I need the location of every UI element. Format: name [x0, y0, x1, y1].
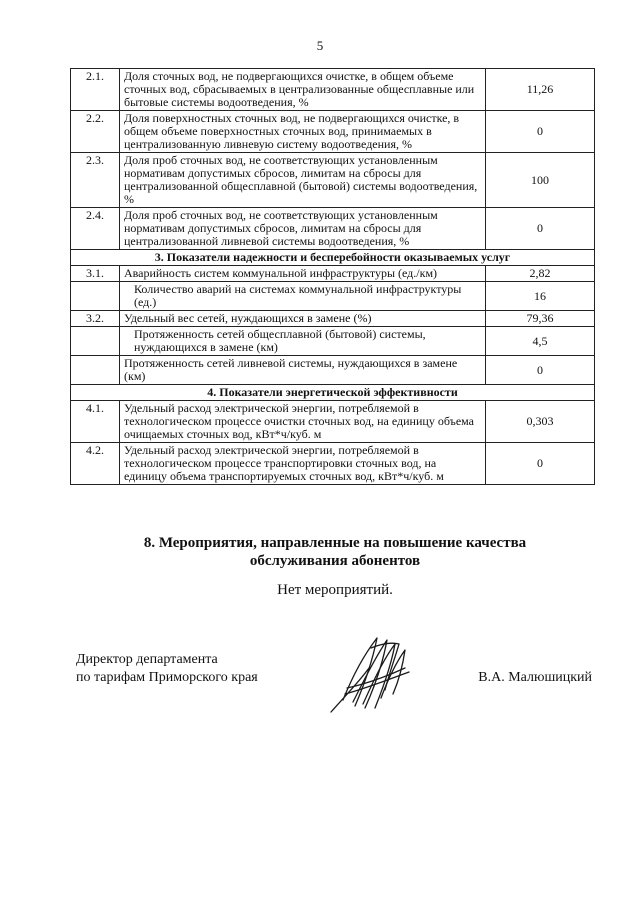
indicator-value: 4,5 — [486, 327, 595, 356]
table-row — [71, 356, 595, 385]
indicator-number: 4.2. — [71, 443, 120, 485]
indicator-description: Удельный расход электрической энергии, потребляемой в технологическом процессе очистки сточных вод, на единицу объема очищаемых сточных вод, кВт*ч/куб. м — [120, 401, 486, 443]
signer-name: В.А. Малюшицкий — [478, 670, 592, 685]
indicator-number: 2.4. — [71, 208, 120, 250]
indicator-number: 2.3. — [71, 153, 120, 208]
indicator-value: 0 — [486, 443, 595, 485]
table-row — [71, 401, 595, 443]
indicator-description: Протяженность сетей ливневой системы, нуждающихся в замене (км) — [120, 356, 486, 385]
signer-position-line-2: по тарифам Приморского края — [76, 670, 258, 685]
signer-position-line-1: Директор департамента — [76, 652, 218, 667]
measures-text: Нет мероприятий. — [277, 582, 393, 598]
indicator-value: 16 — [486, 282, 595, 311]
table-row — [71, 208, 595, 250]
indicator-value: 79,36 — [486, 311, 595, 327]
indicator-description: Аварийность систем коммунальной инфраструктуры (ед./км) — [120, 266, 486, 282]
indicator-description: Доля сточных вод, не подвергающихся очистке, в общем объеме сточных вод, сбрасываемых в централизованные общесплавные или бытовые системы водоотведения, % — [120, 69, 486, 111]
indicator-value: 0,303 — [486, 401, 595, 443]
table-row — [71, 111, 595, 153]
indicator-number: 4.1. — [71, 401, 120, 443]
table-row — [71, 69, 595, 111]
section-title: 3. Показатели надежности и бесперебойности оказываемых услуг — [71, 250, 595, 266]
indicator-value: 0 — [486, 111, 595, 153]
indicator-number — [71, 327, 120, 356]
indicator-value: 100 — [486, 153, 595, 208]
table-row — [71, 327, 595, 356]
indicator-description: Удельный расход электрической энергии, потребляемой в технологическом процессе транспортировки сточных вод, на единицу объема транспортируемых сточных вод, кВт*ч/куб. м — [120, 443, 486, 485]
table-row — [71, 153, 595, 208]
table-row — [71, 266, 595, 282]
table-section-row — [71, 385, 595, 401]
indicators-table — [70, 68, 595, 485]
table-section-row — [71, 250, 595, 266]
indicator-description: Протяженность сетей общесплавной (бытовой) системы, нуждающихся в замене (км) — [120, 327, 486, 356]
indicator-number: 2.2. — [71, 111, 120, 153]
indicator-description: Доля поверхностных сточных вод, не подвергающихся очистке, в общем объеме поверхностных сточных вод, принимаемых в централизованную ливневую систему водоотведения, % — [120, 111, 486, 153]
section-title: 4. Показатели энергетической эффективности — [71, 385, 595, 401]
indicator-value: 0 — [486, 356, 595, 385]
indicator-value: 11,26 — [486, 69, 595, 111]
indicators-table-body — [71, 69, 595, 485]
table-row — [71, 443, 595, 485]
indicator-description: Доля проб сточных вод, не соответствующих установленным нормативам допустимых сбросов, лимитам на сбросы для централизованной ливневой системы водоотведения, % — [120, 208, 486, 250]
indicator-description: Удельный вес сетей, нуждающихся в замене (%) — [120, 311, 486, 327]
indicator-number — [71, 356, 120, 385]
indicator-value: 2,82 — [486, 266, 595, 282]
table-row — [71, 282, 595, 311]
signer-position — [76, 651, 258, 687]
handwritten-signature — [325, 628, 420, 713]
table-row — [71, 311, 595, 327]
measures-heading: 8. Мероприятия, направленные на повышение качества обслуживания абонентов — [143, 535, 527, 569]
indicator-number — [71, 282, 120, 311]
indicator-number: 2.1. — [71, 69, 120, 111]
indicator-description: Доля проб сточных вод, не соответствующих установленным нормативам допустимых сбросов, лимитам на сбросы для централизованной общесплавной (бытовой) системы водоотведения, % — [120, 153, 486, 208]
indicator-value: 0 — [486, 208, 595, 250]
page-number: 5 — [316, 38, 324, 53]
indicator-number: 3.2. — [71, 311, 120, 327]
indicator-description: Количество аварий на системах коммунальной инфраструктуры (ед.) — [120, 282, 486, 311]
indicator-number: 3.1. — [71, 266, 120, 282]
